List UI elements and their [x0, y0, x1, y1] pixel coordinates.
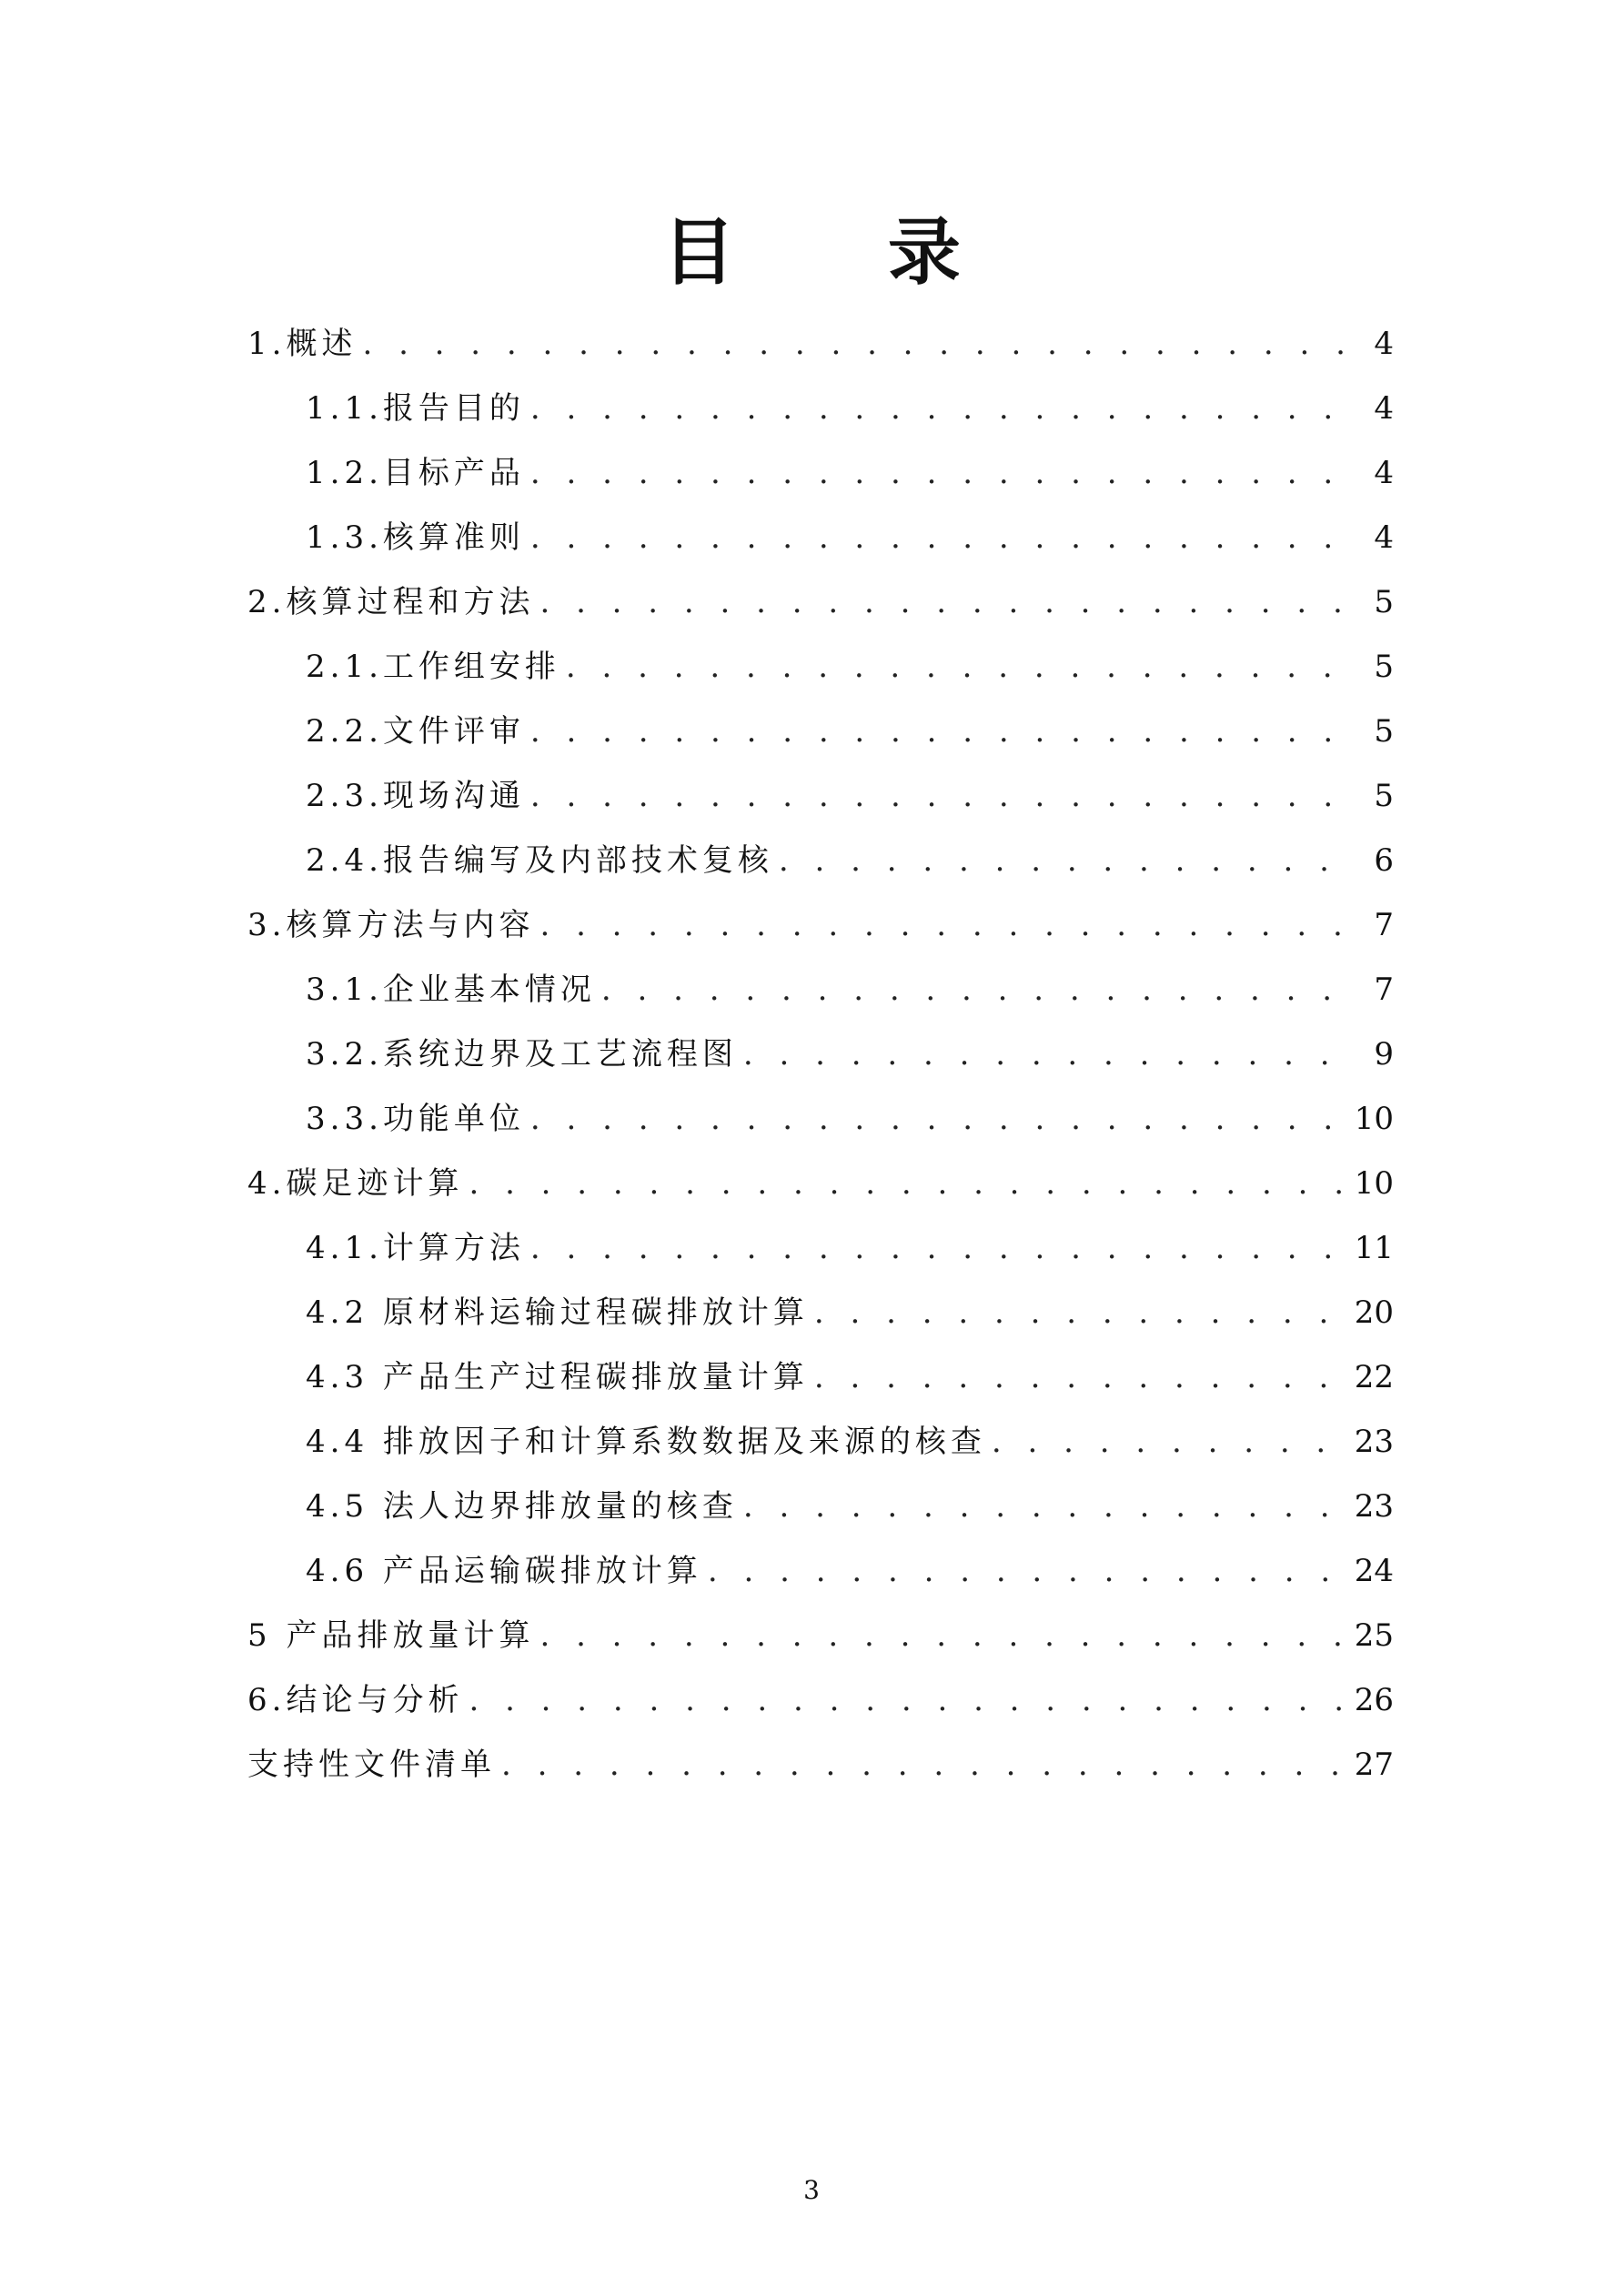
toc-entry-label: 4.碳足迹计算: [247, 1165, 464, 1202]
toc-entry-label: 1.概述: [247, 326, 358, 362]
toc-entry-label: 1.3.核算准则: [306, 519, 525, 556]
toc-entry-label: 4.1.计算方法: [306, 1230, 525, 1266]
toc-entry[interactable]: [247, 883, 1394, 948]
toc-entry[interactable]: [247, 302, 1394, 367]
toc-entry-label: 2.3.现场沟通: [306, 778, 525, 814]
toc-dot-leader: [469, 1677, 1345, 1723]
toc-entry-page: 26: [1354, 1682, 1394, 1718]
toc-entry-label: 4.2 原材料运输过程碳排放计算: [306, 1294, 809, 1331]
toc-entry-page: 5: [1374, 778, 1394, 814]
toc-entry-label: 5 产品排放量计算: [247, 1617, 535, 1654]
toc-entry[interactable]: [247, 625, 1394, 690]
toc-entry[interactable]: [247, 431, 1394, 496]
toc-entry[interactable]: [247, 1400, 1394, 1465]
toc-dot-leader: [601, 967, 1348, 1012]
toc-entry[interactable]: [247, 819, 1394, 883]
toc-dot-leader: [708, 1548, 1346, 1594]
toc-entry-label: 4.5 法人边界排放量的核查: [306, 1488, 738, 1525]
toc-entry[interactable]: [247, 1142, 1394, 1206]
toc-dot-leader: [539, 902, 1348, 948]
toc-entry-label: 4.6 产品运输碳排放计算: [306, 1553, 702, 1589]
toc-entry-label: 4.3 产品生产过程碳排放量计算: [306, 1359, 809, 1395]
toc-entry-page: 4: [1374, 326, 1394, 362]
toc-entry-label: 3.2.系统边界及工艺流程图: [306, 1036, 738, 1072]
toc-entry-page: 4: [1374, 455, 1394, 491]
toc-entry[interactable]: [247, 1529, 1394, 1594]
toc-dot-leader: [743, 1484, 1346, 1529]
toc-dot-leader: [743, 1032, 1348, 1077]
toc-entry-label: 支持性文件清单: [247, 1747, 496, 1783]
toc-entry-page: 7: [1374, 972, 1394, 1008]
toc-entry[interactable]: [247, 948, 1394, 1012]
toc-dot-leader: [530, 1096, 1346, 1142]
toc-dot-leader: [501, 1742, 1346, 1787]
toc-entry-page: 23: [1354, 1488, 1394, 1525]
toc-entry[interactable]: [247, 1271, 1394, 1335]
toc-entry-page: 5: [1374, 649, 1394, 685]
toc-dot-leader: [539, 1613, 1345, 1658]
table-of-contents: [247, 302, 1394, 1787]
toc-entry[interactable]: [247, 1012, 1394, 1077]
toc-entry-page: 5: [1374, 584, 1394, 620]
toc-entry-page: 20: [1354, 1294, 1394, 1331]
toc-dot-leader: [530, 709, 1348, 754]
toc-dot-leader: [539, 579, 1348, 625]
toc-entry-label: 4.4 排放因子和计算系数数据及来源的核查: [306, 1424, 986, 1460]
toc-entry-label: 3.3.功能单位: [306, 1101, 525, 1137]
toc-entry-page: 27: [1354, 1747, 1394, 1783]
toc-entry[interactable]: [247, 560, 1394, 625]
toc-entry-page: 5: [1374, 713, 1394, 750]
toc-entry[interactable]: [247, 1335, 1394, 1400]
toc-dot-leader: [814, 1290, 1346, 1335]
toc-dot-leader: [779, 838, 1348, 883]
toc-entry[interactable]: [247, 754, 1394, 819]
toc-entry[interactable]: [247, 1723, 1394, 1787]
toc-entry-page: 11: [1354, 1230, 1394, 1266]
toc-entry[interactable]: [247, 1658, 1394, 1723]
toc-entry-label: 3.1.企业基本情况: [306, 972, 596, 1008]
toc-entry-page: 6: [1374, 842, 1394, 879]
toc-entry-page: 4: [1374, 390, 1394, 427]
toc-entry-page: 10: [1354, 1101, 1394, 1137]
toc-dot-leader: [814, 1354, 1346, 1400]
toc-entry[interactable]: [247, 496, 1394, 560]
toc-entry-label: 3.核算方法与内容: [247, 907, 535, 943]
toc-dot-leader: [469, 1161, 1345, 1206]
toc-entry-label: 6.结论与分析: [247, 1682, 464, 1718]
toc-entry-page: 7: [1374, 907, 1394, 943]
toc-dot-leader: [992, 1419, 1346, 1465]
page-title: 目 录: [662, 210, 1024, 295]
toc-dot-leader: [566, 644, 1348, 690]
toc-entry-page: 23: [1354, 1424, 1394, 1460]
toc-entry[interactable]: [247, 1594, 1394, 1658]
toc-entry-page: 9: [1374, 1036, 1394, 1072]
page-number: 3: [803, 2175, 820, 2205]
toc-entry[interactable]: [247, 1077, 1394, 1142]
toc-dot-leader: [530, 450, 1348, 496]
toc-entry-label: 2.1.工作组安排: [306, 649, 560, 685]
toc-entry-label: 2.核算过程和方法: [247, 584, 535, 620]
toc-dot-leader: [530, 515, 1348, 560]
toc-entry-page: 4: [1374, 519, 1394, 556]
toc-entry-page: 10: [1354, 1165, 1394, 1202]
toc-entry-page: 25: [1354, 1617, 1394, 1654]
toc-dot-leader: [362, 321, 1348, 367]
toc-entry-page: 22: [1354, 1359, 1394, 1395]
toc-entry[interactable]: [247, 367, 1394, 431]
toc-entry[interactable]: [247, 1465, 1394, 1529]
toc-entry-page: 24: [1354, 1553, 1394, 1589]
toc-entry-label: 1.1.报告目的: [306, 390, 525, 427]
toc-entry-label: 2.4.报告编写及内部技术复核: [306, 842, 773, 879]
toc-dot-leader: [530, 773, 1348, 819]
toc-entry[interactable]: [247, 690, 1394, 754]
toc-entry-label: 2.2.文件评审: [306, 713, 525, 750]
toc-dot-leader: [530, 386, 1348, 431]
toc-dot-leader: [530, 1225, 1346, 1271]
toc-entry-label: 1.2.目标产品: [306, 455, 525, 491]
toc-entry[interactable]: [247, 1206, 1394, 1271]
